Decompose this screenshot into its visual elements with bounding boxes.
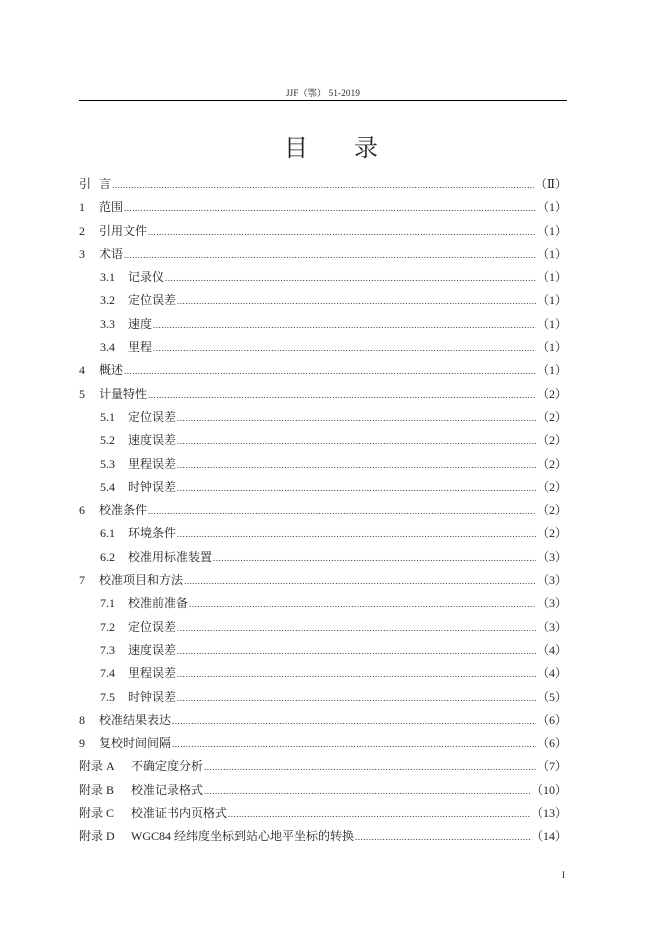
toc-entry[interactable] — [79, 618, 567, 641]
toc-entry-number: 3.1 — [100, 270, 115, 285]
toc-entry[interactable] — [79, 781, 567, 804]
toc-entry[interactable] — [79, 222, 567, 245]
toc-entry-page: （2） — [536, 433, 567, 448]
header-rule — [79, 100, 567, 101]
toc-dot-leader — [204, 783, 530, 798]
toc-entry-page: （14） — [530, 829, 567, 844]
toc-entry-label: 概述 — [99, 363, 124, 378]
toc-entry-page: （3） — [536, 619, 567, 634]
toc-entry[interactable] — [79, 478, 567, 501]
toc-dot-leader — [177, 480, 536, 495]
toc-entry[interactable] — [79, 827, 567, 850]
toc-dot-leader — [177, 643, 536, 658]
toc-entry-number: 附录 C — [79, 806, 115, 821]
toc-entry[interactable] — [79, 361, 567, 384]
toc-entry-page: （Ⅱ） — [534, 177, 567, 191]
toc-entry-label: 言 — [99, 177, 112, 191]
toc-entry[interactable] — [79, 548, 567, 571]
toc-entry-page: （2） — [536, 409, 567, 424]
toc-entry-number: 3.3 — [100, 316, 115, 331]
toc-entry[interactable] — [79, 338, 567, 361]
toc-entry-page: （1） — [536, 293, 567, 308]
toc-entry-number: 8 — [79, 712, 85, 727]
toc-entry[interactable] — [79, 315, 567, 338]
toc-dot-leader — [124, 200, 536, 215]
toc-dot-leader — [177, 620, 536, 635]
toc-entry-label: 校准用标准装置 — [128, 549, 213, 564]
toc-entry[interactable] — [79, 664, 567, 687]
page-title: 目 录 — [284, 136, 398, 162]
page-number: I — [562, 870, 565, 880]
toc-dot-leader — [172, 736, 536, 751]
toc-entry-label: 范围 — [99, 200, 124, 215]
toc-entry[interactable] — [79, 175, 567, 198]
toc-dot-leader — [184, 573, 536, 588]
toc-entry-label: 校准前准备 — [128, 596, 189, 611]
toc-entry-label: 速度误差 — [128, 433, 177, 448]
toc-entry-number: 5.2 — [100, 433, 115, 448]
toc-entry[interactable] — [79, 688, 567, 711]
toc-dot-leader — [124, 363, 536, 378]
toc-entry-label: 引用文件 — [99, 223, 148, 238]
toc-entry-number: 5 — [79, 386, 85, 401]
toc-entry[interactable] — [79, 734, 567, 757]
toc-entry-label: 术语 — [99, 246, 124, 261]
toc-entry-page: （6） — [536, 736, 567, 751]
toc-entry-label: 校准项目和方法 — [99, 573, 184, 588]
toc-entry-number: 7.1 — [100, 596, 115, 611]
toc-entry-page: （2） — [536, 386, 567, 401]
toc-entry-label: 里程误差 — [128, 666, 177, 681]
toc-entry[interactable] — [79, 711, 567, 734]
toc-entry-number: 7.4 — [100, 666, 115, 681]
toc-entry[interactable] — [79, 455, 567, 478]
toc-dot-leader — [177, 690, 536, 705]
toc-dot-leader — [213, 550, 536, 565]
toc-entry-number: 7.3 — [100, 642, 115, 657]
toc-entry-number: 6.2 — [100, 549, 115, 564]
toc-entry-page: （2） — [536, 456, 567, 471]
toc-entry-page: （1） — [536, 200, 567, 215]
toc-entry-label: 不确定度分析 — [131, 759, 204, 774]
toc-dot-leader — [153, 340, 536, 355]
toc-dot-leader — [177, 433, 536, 448]
toc-entry-label: 计量特性 — [99, 386, 148, 401]
toc-dot-leader — [148, 387, 536, 402]
toc-dot-leader — [112, 177, 534, 192]
toc-entry-label: WGC84 经纬度坐标到站心地平坐标的转换 — [131, 829, 354, 844]
toc-entry-page: （1） — [536, 223, 567, 238]
toc-entry-label: 速度误差 — [128, 642, 177, 657]
toc-entry-label: 定位误差 — [128, 293, 177, 308]
toc-entry-page: （1） — [536, 270, 567, 285]
toc-entry-label: 定位误差 — [128, 619, 177, 634]
toc-entry-page: （1） — [536, 363, 567, 378]
toc-dot-leader — [355, 829, 530, 844]
toc-entry-number: 6 — [79, 503, 85, 518]
toc-entry-page: （5） — [536, 689, 567, 704]
toc-dot-leader — [177, 526, 536, 541]
toc-entry-label: 速度 — [128, 316, 153, 331]
toc-entry-number: 7.5 — [100, 689, 115, 704]
toc-entry-number: 1 — [79, 200, 85, 215]
toc-dot-leader — [153, 317, 536, 332]
toc-dot-leader — [189, 596, 536, 611]
toc-entry-label: 里程误差 — [128, 456, 177, 471]
toc-entry-page: （1） — [536, 246, 567, 261]
toc-dot-leader — [165, 270, 536, 285]
toc-entry-label: 复校时间间隔 — [99, 736, 172, 751]
toc-entry-label: 记录仪 — [128, 270, 165, 285]
toc-entry-number: 3.2 — [100, 293, 115, 308]
toc-entry[interactable] — [79, 804, 567, 827]
toc-entry[interactable] — [79, 408, 567, 431]
toc-entry-number: 6.1 — [100, 526, 115, 541]
toc-dot-leader — [177, 410, 536, 425]
toc-entry[interactable] — [79, 385, 567, 408]
toc-entry-label: 校准结果表达 — [99, 712, 172, 727]
toc-dot-leader — [148, 224, 536, 239]
toc-entry-page: （10） — [530, 782, 567, 797]
toc-dot-leader — [148, 503, 536, 518]
table-of-contents — [79, 175, 567, 851]
toc-entry[interactable] — [79, 524, 567, 547]
toc-entry-label: 定位误差 — [128, 409, 177, 424]
toc-entry-page: （3） — [536, 596, 567, 611]
toc-entry-label: 里程 — [128, 340, 153, 355]
toc-entry-page: （7） — [536, 759, 567, 774]
toc-entry-label: 环境条件 — [128, 526, 177, 541]
toc-entry-number: 3 — [79, 246, 85, 261]
toc-entry-page: （3） — [536, 573, 567, 588]
toc-entry-number: 附录 D — [79, 829, 115, 844]
toc-entry[interactable] — [79, 594, 567, 617]
toc-entry-number: 5.1 — [100, 409, 115, 424]
toc-entry-page: （2） — [536, 526, 567, 541]
toc-dot-leader — [177, 457, 536, 472]
toc-entry-number: 7.2 — [100, 619, 115, 634]
toc-entry-page: （13） — [530, 806, 567, 821]
toc-entry-number: 7 — [79, 573, 85, 588]
toc-entry[interactable] — [79, 198, 567, 221]
toc-entry-label: 时钟误差 — [128, 689, 177, 704]
toc-entry[interactable] — [79, 501, 567, 524]
toc-entry-page: （1） — [536, 316, 567, 331]
toc-entry-page: （1） — [536, 340, 567, 355]
toc-entry-label: 校准证书内页格式 — [131, 806, 228, 821]
toc-entry-label: 时钟误差 — [128, 479, 177, 494]
toc-entry-page: （2） — [536, 479, 567, 494]
toc-entry-number: 引 — [79, 177, 92, 191]
toc-entry-number: 附录 A — [79, 759, 115, 774]
toc-entry-label: 校准条件 — [99, 503, 148, 518]
toc-entry-page: （6） — [536, 712, 567, 727]
toc-entry-page: （4） — [536, 642, 567, 657]
toc-entry-page: （2） — [536, 503, 567, 518]
toc-entry-number: 3.4 — [100, 340, 115, 355]
toc-entry-label: 校准记录格式 — [131, 782, 204, 797]
toc-entry-number: 5.4 — [100, 479, 115, 494]
toc-entry[interactable] — [79, 245, 567, 268]
toc-dot-leader — [124, 247, 536, 262]
toc-entry-number: 2 — [79, 223, 85, 238]
toc-entry-number: 附录 B — [79, 782, 115, 797]
toc-entry[interactable] — [79, 571, 567, 594]
toc-entry[interactable] — [79, 431, 567, 454]
toc-entry-number: 4 — [79, 363, 85, 378]
toc-entry[interactable] — [79, 641, 567, 664]
toc-dot-leader — [172, 713, 536, 728]
toc-entry-page: （4） — [536, 666, 567, 681]
toc-dot-leader — [177, 666, 536, 681]
toc-dot-leader — [204, 759, 536, 774]
toc-dot-leader — [177, 293, 536, 308]
toc-entry-number: 9 — [79, 736, 85, 751]
toc-dot-leader — [228, 806, 530, 821]
toc-entry-page: （3） — [536, 549, 567, 564]
toc-entry[interactable] — [79, 268, 567, 291]
toc-entry[interactable] — [79, 757, 567, 780]
toc-entry-number: 5.3 — [100, 456, 115, 471]
running-header: JJF（鄂） 51-2019 — [285, 88, 361, 98]
toc-entry[interactable] — [79, 291, 567, 314]
